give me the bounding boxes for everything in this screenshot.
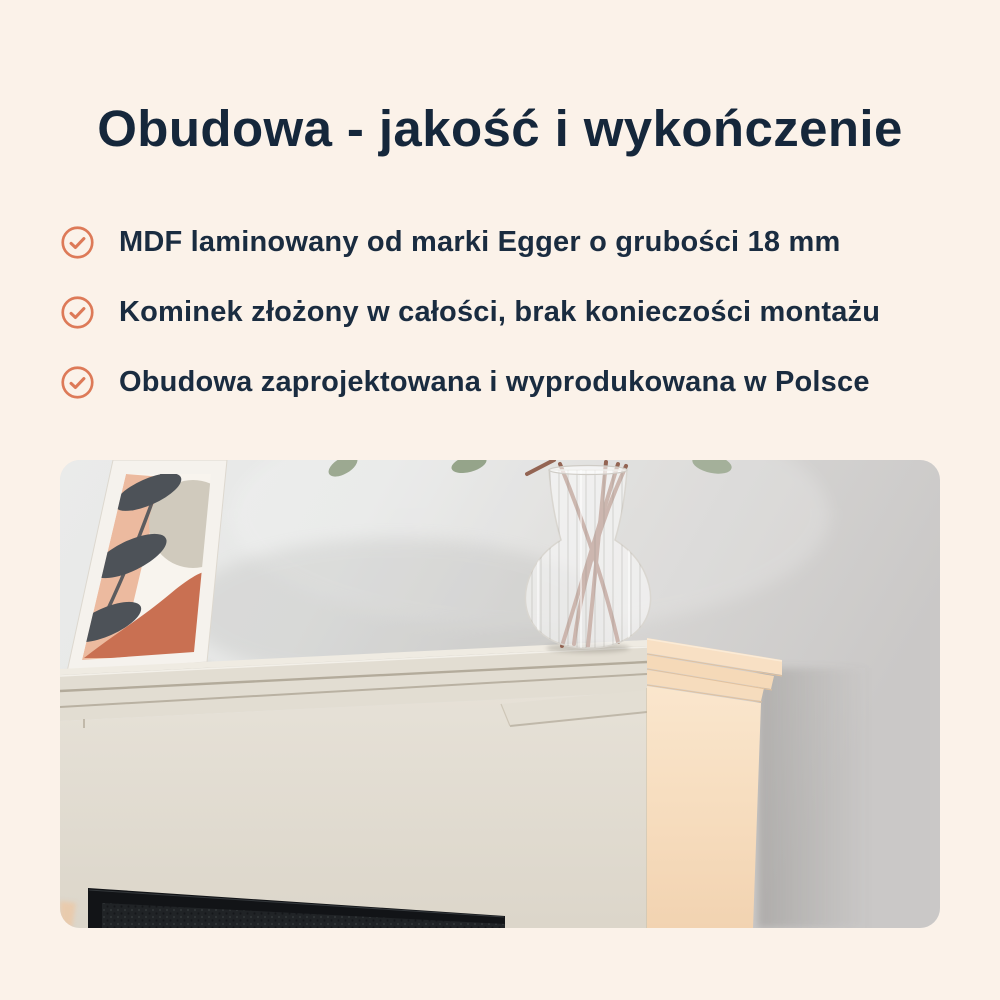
page-title: Obudowa - jakość i wykończenie: [97, 100, 903, 157]
pillar-face: [647, 686, 761, 928]
feature-list: [61, 220, 880, 405]
check-circle-icon: [61, 226, 94, 259]
feature-item: [61, 220, 880, 265]
feature-text: MDF laminowany od marki Egger o grubości 18 mm: [119, 226, 841, 258]
mantel: [60, 640, 647, 928]
vase-rim: [549, 466, 627, 475]
pillar-cast-shadow: [758, 668, 870, 928]
feature-item: [61, 360, 880, 405]
feature-text: Obudowa zaprojektowana i wyprodukowana w Polsce: [119, 366, 870, 398]
product-photo: [60, 460, 940, 928]
check-circle-icon: [61, 296, 94, 329]
feature-text: Kominek złożony w całości, brak konieczości montażu: [119, 296, 881, 328]
check-circle-icon: [61, 366, 94, 399]
feature-item: [61, 290, 880, 335]
